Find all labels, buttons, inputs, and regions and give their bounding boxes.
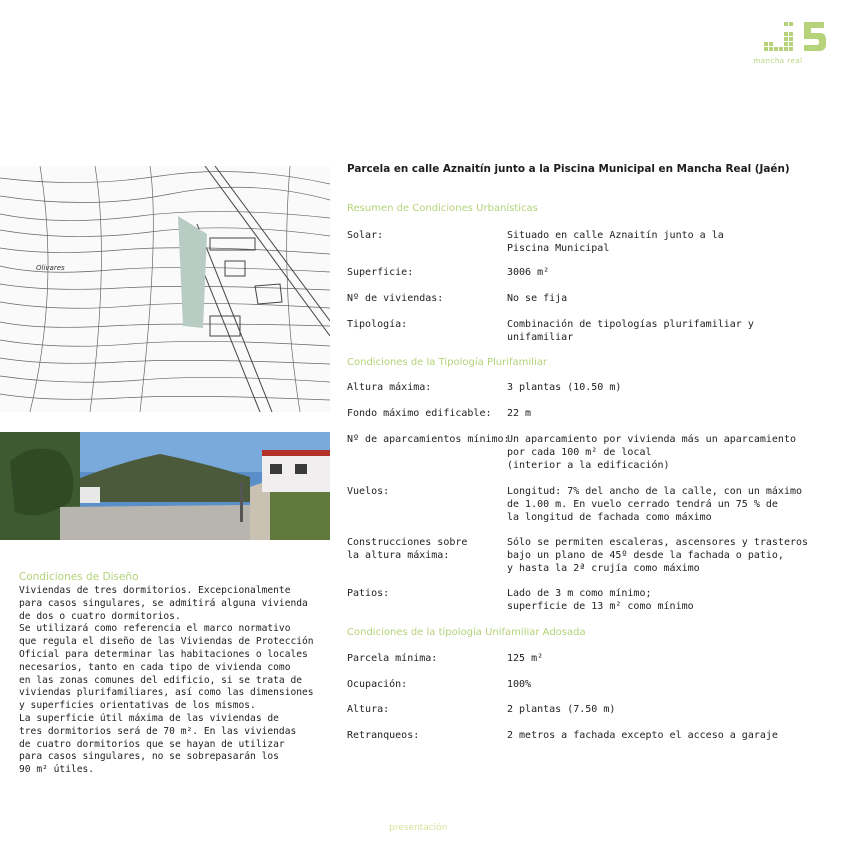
row-label: Nº de viviendas:: [347, 293, 444, 304]
section-plurifamiliar: Condiciones de la Tipología Plurifamiliar: [347, 357, 547, 368]
row-label: Patios:: [347, 588, 390, 599]
row-value: 3006 m²: [507, 267, 550, 278]
row-value: Lado de 3 m como mínimo; superficie de 13 m² como mínimo: [507, 588, 694, 612]
footer-link[interactable]: presentación: [389, 823, 448, 833]
row-value: Combinación de tipologías plurifamiliar y unifamiliar: [507, 319, 754, 343]
row-label: Nº de aparcamientos mínimo:: [347, 434, 510, 445]
row-value: No se fija: [507, 293, 568, 304]
row-value: 2 plantas (7.50 m): [507, 704, 616, 715]
row-value: Situado en calle Aznaitín junto a la Piscina Municipal: [507, 230, 724, 254]
logo-subtitle: mancha real: [753, 57, 803, 65]
diseno-heading: Condiciones de Diseño: [19, 571, 139, 583]
row-value: Longitud: 7% del ancho de la calle, con un máximo de 1.00 m. En vuelo cerrado tendrá un 75 % de la longitud de fachada como máximo: [507, 486, 803, 523]
row-value: 22 m: [507, 408, 532, 419]
row-label: Solar:: [347, 230, 384, 241]
row-label: Retranqueos:: [347, 730, 420, 741]
row-label: Ocupación:: [347, 679, 408, 690]
row-label: Parcela mínima:: [347, 653, 438, 664]
row-value: 2 metros a fachada excepto el acceso a garaje: [507, 730, 778, 741]
site-map: [0, 166, 330, 412]
diseno-body: Viviendas de tres dormitorios. Excepcionalmente para casos singulares, se admitirá alguna vivienda de dos o cuatro dormitorios. Se utilizará como referencia el marco normativo que regula el diseño de las Viviendas de Protección Oficial para determinar las habitaciones o locales necesarios, tanto en cada tipo de vivienda como en las zonas comunes del edificio, si se trata de viviendas plurifamiliares, así como las dimensiones y superficies orientativas de los mismos. La superficie útil máxima de las viviendas de tres dormitorios será de 70 m². En las viviendas de cuatro dormitorios que se hayan de utilizar para casos singulares, no se sobrepasarán los 90 m² útiles.: [19, 585, 314, 776]
row-label: Construcciones sobre la altura máxima:: [347, 537, 468, 561]
row-value: 100%: [507, 679, 532, 690]
row-value: Sólo se permiten escaleras, ascensores y trasteros bajo un plano de 45º desde la fachada o patio, y hasta la 2ª crujía como máximo: [507, 537, 809, 574]
section-unifamiliar: Condiciones de la tipología Unifamiliar Adosada: [347, 627, 586, 638]
row-label: Tipología:: [347, 319, 408, 330]
row-value: 125 m²: [507, 653, 544, 664]
section-urbanisticas: Resumen de Condiciones Urbanísticas: [347, 203, 538, 214]
row-value: 3 plantas (10.50 m): [507, 382, 622, 393]
site-photo: [0, 432, 330, 540]
row-label: Superficie:: [347, 267, 414, 278]
row-label: Altura máxima:: [347, 382, 432, 393]
page-title: Parcela en calle Aznaitín junto a la Piscina Municipal en Mancha Real (Jaén): [347, 163, 790, 175]
row-label: Fondo máximo edificable:: [347, 408, 492, 419]
row-label: Vuelos:: [347, 486, 390, 497]
row-label: Altura:: [347, 704, 390, 715]
svg-text:Olivares: Olivares: [36, 264, 65, 272]
row-value: Un aparcamiento por vivienda más un aparcamiento por cada 100 m² de local (interior a la edificación): [507, 434, 796, 471]
